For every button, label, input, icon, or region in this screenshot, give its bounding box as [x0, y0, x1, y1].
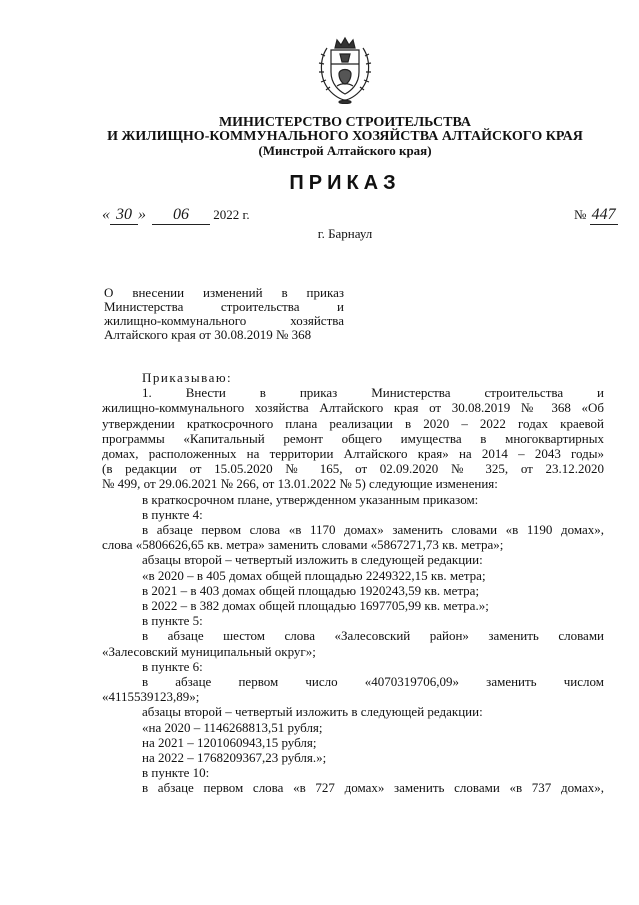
date-close-quote: »: [138, 206, 146, 223]
body-line: (в редакции от 15.05.2020 № 165, от 02.09.2020 № 325, от 23.12.2020: [102, 461, 604, 477]
body-line: «Залесовский муниципальный округ»;: [102, 643, 316, 659]
body-line: абзацы второй – четвертый изложить в следующей редакции:: [142, 552, 483, 568]
body-line: в 2021 – в 403 домах общей площадью 1920243,59 кв. метра;: [142, 582, 480, 598]
body-line: программы «Капитальный ремонт общего имущества в многоквартирных: [102, 430, 604, 446]
altai-krai-coat-of-arms-icon: [313, 36, 377, 104]
body-line: в краткосрочном плане, утвержденном указанным приказом:: [142, 491, 479, 507]
body-line: слова «5806626,65 кв. метра» заменить словами «5867271,73 кв. метра»;: [102, 537, 504, 553]
body-line: «на 2020 – 1146268813,51 рубля;: [142, 719, 323, 735]
ministry-name-line-1: МИНИСТЕРСТВО СТРОИТЕЛЬСТВА: [218, 115, 472, 130]
body-line: Приказываю:: [142, 370, 233, 385]
ministry-name-line-2: И ЖИЛИЩНО-КОММУНАЛЬНОГО ХОЗЯЙСТВА АЛТАЙСКОГО КРАЯ: [107, 129, 583, 144]
date-open-quote: «: [102, 206, 110, 223]
city-name: г. Барнаул: [317, 226, 373, 241]
ministry-short-name: (Минстрой Алтайского края): [258, 143, 432, 158]
number-label: №: [574, 207, 587, 222]
body-line: на 2021 – 1201060943,15 рубля;: [142, 734, 317, 750]
body-line: 1. Внести в приказ Министерства строительства и: [142, 385, 604, 401]
body-line: абзацы второй – четвертый изложить в следующей редакции:: [142, 704, 483, 720]
body-line: в пункте 5:: [142, 613, 203, 629]
number-value: 447: [591, 206, 616, 223]
date-year: 2022 г.: [213, 207, 250, 222]
body-line: в абзаце первом число «4070319706,09» заменить числом: [142, 674, 604, 690]
subject-line: О внесении изменений в приказ: [104, 285, 344, 300]
subject-line: Министерства строительства и: [104, 299, 344, 314]
body-line: в абзаце первом слова «в 727 домах» заменить словами «в 737 домах»,: [142, 780, 604, 796]
body-line: в пункте 4:: [142, 506, 203, 522]
body-line: «в 2020 – в 405 домах общей площадью 2249322,15 кв. метра;: [142, 567, 486, 583]
body-line: в пункте 10:: [142, 765, 210, 781]
body-line: № 499, от 29.06.2021 № 266, от 13.01.2022 № 5) следующие изменения:: [102, 476, 498, 492]
document-subject: [104, 286, 344, 342]
body-line: «4115539123,89»;: [102, 689, 200, 705]
date-day: 30: [110, 206, 138, 225]
body-line: в абзаце шестом слова «Залесовский район» заменить словами: [142, 628, 604, 644]
body-line: в абзаце первом слова «в 1170 домах» заменить словами «в 1190 домах»,: [142, 522, 604, 538]
document-date: [102, 206, 250, 225]
document-type-title: ПРИКАЗ: [289, 172, 401, 194]
date-month: 06: [152, 206, 210, 225]
body-line: на 2022 – 1768209367,23 рубля.»;: [142, 750, 327, 766]
body-line: жилищно-коммунального хозяйства Алтайского края от 30.08.2019 № 368 «Об: [102, 400, 604, 416]
body-line: утверждении краткосрочного плана реализации в 2020 – 2022 годах краевой: [102, 415, 604, 431]
body-line: в пункте 6:: [142, 658, 203, 674]
subject-line: жилищно-коммунального хозяйства: [104, 313, 344, 328]
document-body: [102, 370, 604, 796]
body-line: домах, расположенных на территории Алтайского края» на 2014 – 2043 годы»: [102, 446, 604, 462]
body-line: в 2022 – в 382 домах общей площадью 1697705,99 кв. метра.»;: [142, 598, 489, 614]
document-number: [574, 206, 618, 225]
subject-line: Алтайского края от 30.08.2019 № 368: [104, 327, 312, 342]
